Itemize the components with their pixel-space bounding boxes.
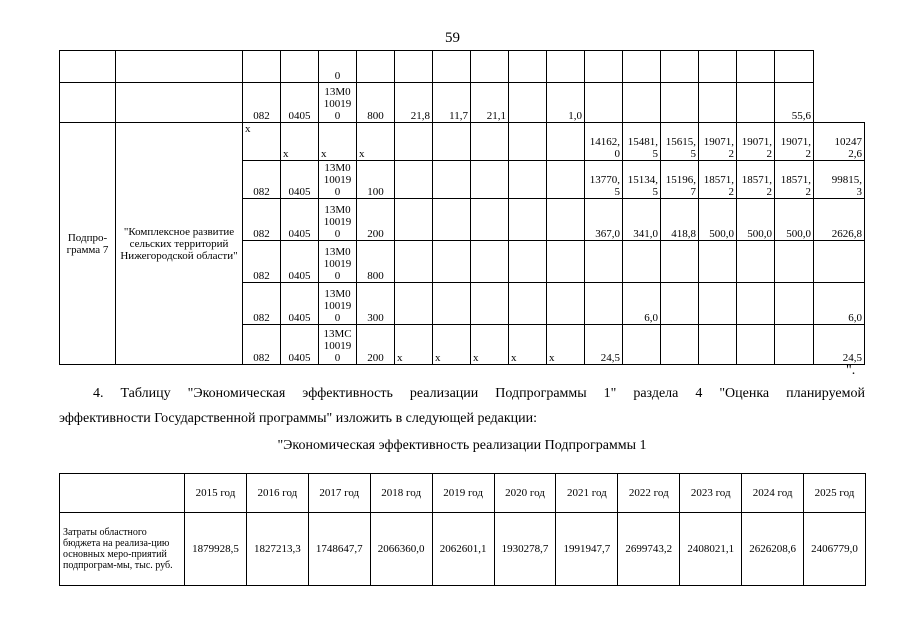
year-header: 2020 год	[494, 474, 556, 513]
table1-cell	[509, 83, 547, 123]
table1-cell: х	[547, 325, 585, 365]
table1-cell: 18571, 2	[699, 161, 737, 199]
subprogram-label: Подпро- грамма 7	[60, 123, 116, 365]
table1-cell	[243, 51, 281, 83]
table1-cell	[395, 241, 433, 283]
table1-cell: 18571, 2	[737, 161, 775, 199]
table1-cell: х	[395, 325, 433, 365]
table1-cell: 0405	[281, 161, 319, 199]
table1-cell	[699, 241, 737, 283]
empty-cell	[116, 51, 243, 83]
table1-cell	[547, 283, 585, 325]
cost-value: 2626208,6	[742, 513, 804, 586]
cost-value: 2066360,0	[370, 513, 432, 586]
table1-cell	[471, 161, 509, 199]
table1-cell: 800	[357, 241, 395, 283]
table1-cell: 6,0	[623, 283, 661, 325]
table1-cell	[585, 51, 623, 83]
table1-cell: 800	[357, 83, 395, 123]
closing-quote: ".	[846, 363, 856, 378]
table1-cell	[775, 51, 814, 83]
table1-cell	[395, 51, 433, 83]
table1-cell: 15134, 5	[623, 161, 661, 199]
paragraph-line-2: эффективности Государственной программы" изложить в следующей редакции:	[59, 411, 538, 426]
year-header: 2023 год	[680, 474, 742, 513]
table1-cell	[775, 241, 814, 283]
table1-cell	[471, 199, 509, 241]
table1-cell	[433, 123, 471, 161]
table1-cell: 0405	[281, 199, 319, 241]
table1-cell: 13М0 10019 0	[319, 83, 357, 123]
table1-cell: 14162, 0	[585, 123, 623, 161]
table1-cell	[699, 283, 737, 325]
paragraph-line-1: 4. Таблицу "Экономическая эффективность реализации Подпрограммы 1" раздела 4 "Оценка планируемой	[93, 386, 865, 401]
table1-cell: 500,0	[737, 199, 775, 241]
table1-cell: х	[281, 123, 319, 161]
table1-cell: 367,0	[585, 199, 623, 241]
table1-cell	[775, 325, 814, 365]
table1-cell	[661, 83, 699, 123]
table1-cell: 0405	[281, 283, 319, 325]
table1-cell: 15615, 5	[661, 123, 699, 161]
table1-cell	[433, 199, 471, 241]
table1-cell	[699, 83, 737, 123]
table1-cell: 082	[243, 161, 281, 199]
table1-cell: х	[357, 123, 395, 161]
table1-row	[60, 123, 865, 161]
table1-cell: 2626,8	[814, 199, 865, 241]
year-header: 2017 год	[308, 474, 370, 513]
table1-cell	[737, 51, 775, 83]
table2-title: "Экономическая эффективность реализации Подпрограммы 1	[277, 438, 647, 453]
table1-cell	[585, 241, 623, 283]
table1-cell	[471, 283, 509, 325]
table1-cell	[509, 51, 547, 83]
table1-cell: х	[433, 325, 471, 365]
table1-cell	[509, 123, 547, 161]
table1-cell	[699, 325, 737, 365]
year-header: 2021 год	[556, 474, 618, 513]
table1-cell	[547, 51, 585, 83]
cost-value: 1879928,5	[185, 513, 247, 586]
table1-cell	[775, 283, 814, 325]
table1-cell: х	[319, 123, 357, 161]
funding-table	[59, 50, 865, 365]
table1-cell: 500,0	[775, 199, 814, 241]
cost-value: 2406779,0	[804, 513, 866, 586]
table1-cell: 082	[243, 199, 281, 241]
table1-cell	[699, 51, 737, 83]
table1-cell: 19071, 2	[775, 123, 814, 161]
table1-cell	[661, 325, 699, 365]
table1-cell: 341,0	[623, 199, 661, 241]
table1-cell	[395, 199, 433, 241]
table1-cell: 13М0 10019 0	[319, 283, 357, 325]
empty-cell	[60, 51, 116, 83]
table1-cell: 082	[243, 241, 281, 283]
year-header: 2016 год	[246, 474, 308, 513]
table1-cell	[814, 241, 865, 283]
cost-value: 1991947,7	[556, 513, 618, 586]
table1-cell	[661, 283, 699, 325]
table1-cell: 21,1	[471, 83, 509, 123]
table2-header-row	[60, 474, 866, 513]
table1-cell: 300	[357, 283, 395, 325]
table1-cell: 11,7	[433, 83, 471, 123]
table1-cell: 19071, 2	[737, 123, 775, 161]
table1-cell: 15196, 7	[661, 161, 699, 199]
table1-cell: 13М0 10019 0	[319, 161, 357, 199]
table1-cell	[433, 51, 471, 83]
cost-value: 1748647,7	[308, 513, 370, 586]
empty-cell	[60, 83, 116, 123]
table1-cell	[471, 51, 509, 83]
year-header: 2022 год	[618, 474, 680, 513]
table1-cell: 100	[357, 161, 395, 199]
table1-cell	[623, 51, 661, 83]
table1-cell	[661, 241, 699, 283]
table1-top-row	[60, 83, 865, 123]
table1-cell: 6,0	[814, 283, 865, 325]
table1-cell	[547, 241, 585, 283]
table1-cell	[547, 123, 585, 161]
table1-cell	[433, 241, 471, 283]
cost-value: 2062601,1	[432, 513, 494, 586]
table1-cell	[737, 325, 775, 365]
table1-cell	[433, 283, 471, 325]
efficiency-table	[59, 473, 866, 586]
table1-cell	[737, 83, 775, 123]
table1-cell: 13770, 5	[585, 161, 623, 199]
table1-cell: 200	[357, 325, 395, 365]
table1-cell: х	[243, 123, 281, 161]
table1-cell	[395, 161, 433, 199]
table1-cell	[737, 241, 775, 283]
table1-cell	[547, 199, 585, 241]
table1-cell	[623, 83, 661, 123]
table1-cell	[661, 51, 699, 83]
year-header: 2019 год	[432, 474, 494, 513]
table1-cell: 18571, 2	[775, 161, 814, 199]
table1-cell: 99815, 3	[814, 161, 865, 199]
empty-cell	[116, 83, 243, 123]
table1-cell: 21,8	[395, 83, 433, 123]
table1-cell	[509, 241, 547, 283]
year-header: 2025 год	[804, 474, 866, 513]
page-number: 59	[445, 30, 460, 46]
table1-cell	[623, 241, 661, 283]
table1-cell: 082	[243, 83, 281, 123]
table1-cell	[509, 199, 547, 241]
table1-cell	[471, 123, 509, 161]
cost-value: 2699743,2	[618, 513, 680, 586]
table1-cell: 500,0	[699, 199, 737, 241]
table1-cell: 1,0	[547, 83, 585, 123]
table1-cell: 200	[357, 199, 395, 241]
cost-value: 1827213,3	[246, 513, 308, 586]
table1-cell: 13М0 10019 0	[319, 241, 357, 283]
table1-cell: х	[509, 325, 547, 365]
table1-cell	[547, 161, 585, 199]
table1-cell: 13М0 10019 0	[319, 199, 357, 241]
year-header: 2018 год	[370, 474, 432, 513]
table1-cell	[395, 123, 433, 161]
table1-cell: 082	[243, 325, 281, 365]
table1-cell: 55,6	[775, 83, 814, 123]
table1-cell: 10247 2,6	[814, 123, 865, 161]
table1-cell	[395, 283, 433, 325]
table1-cell: 24,5	[814, 325, 865, 365]
cost-value: 2408021,1	[680, 513, 742, 586]
table2-value-row	[60, 513, 866, 586]
subprogram-name: "Комплексное развитие сельских территорий Нижегородской области"	[116, 123, 243, 365]
table1-cell: 418,8	[661, 199, 699, 241]
table1-cell	[471, 241, 509, 283]
table1-cell: 19071, 2	[699, 123, 737, 161]
table1-cell: х	[471, 325, 509, 365]
table1-cell: 0	[319, 51, 357, 83]
table1-cell: 24,5	[585, 325, 623, 365]
table1-cell	[623, 325, 661, 365]
table1-cell	[585, 283, 623, 325]
table1-cell: 13МС 10019 0	[319, 325, 357, 365]
table1-cell	[357, 51, 395, 83]
cost-value: 1930278,7	[494, 513, 556, 586]
table1-cell: 082	[243, 283, 281, 325]
table1-cell	[737, 283, 775, 325]
table1-cell: 0405	[281, 241, 319, 283]
table1-cell	[433, 161, 471, 199]
table2-corner-cell	[60, 474, 185, 513]
year-header: 2024 год	[742, 474, 804, 513]
year-header: 2015 год	[185, 474, 247, 513]
table1-cell: 0405	[281, 325, 319, 365]
row-label: Затраты областного бюджета на реализа-цию основных меро-приятий подпрограм-мы, тыс. руб.	[60, 513, 185, 586]
table1-cell	[281, 51, 319, 83]
table1-cell: 0405	[281, 83, 319, 123]
table1-top-row	[60, 51, 865, 83]
table1-cell	[509, 161, 547, 199]
table1-cell	[509, 283, 547, 325]
table1-cell: 15481, 5	[623, 123, 661, 161]
table1-cell	[585, 83, 623, 123]
